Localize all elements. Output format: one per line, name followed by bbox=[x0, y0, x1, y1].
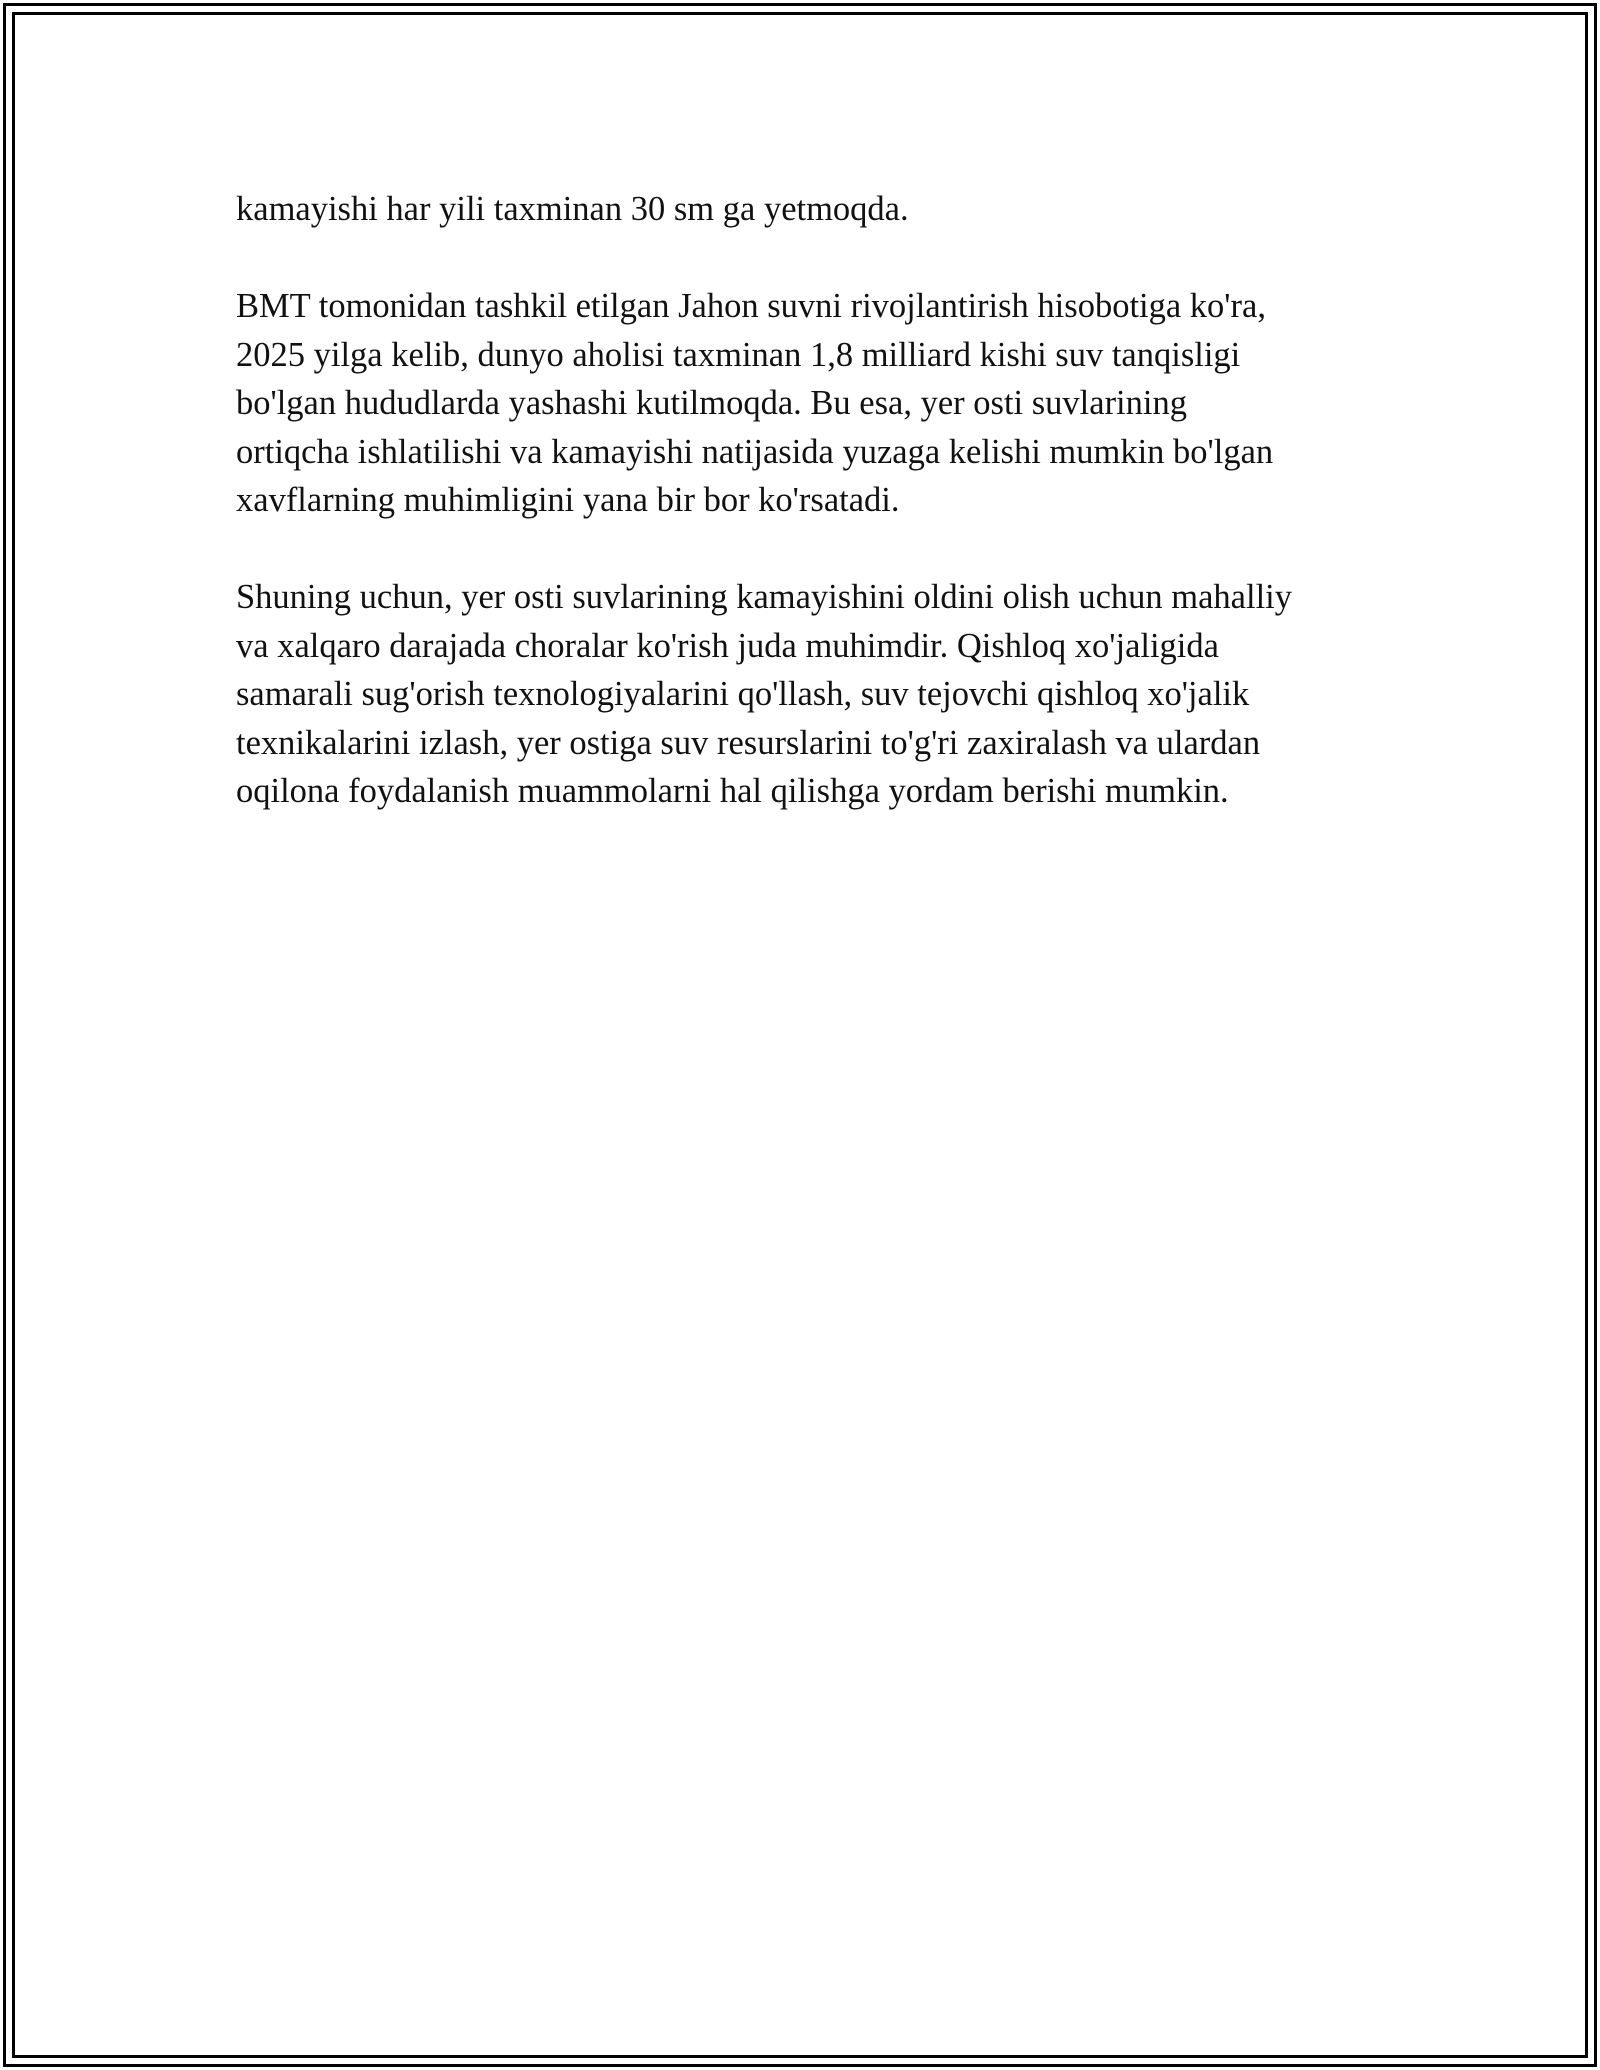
text-line: kamayishi har yili taxminan 30 sm ga yetmoqda. bbox=[236, 190, 909, 228]
text-line: samarali sug'orish texnologiyalarini qo'llash, suv tejovchi qishloq xo'jalik bbox=[236, 675, 1250, 713]
text-line: bo'lgan hududlarda yashashi kutilmoqda. Bu esa, yer osti suvlarining bbox=[236, 384, 1187, 422]
text-line: BMT tomonidan tashkil etilgan Jahon suvni rivojlantirish hisobotiga ko'ra, bbox=[236, 287, 1266, 325]
document-body bbox=[236, 185, 1386, 864]
text-line: va xalqaro darajada choralar ko'rish juda muhimdir. Qishloq xo'jaligida bbox=[236, 626, 1219, 665]
text-line: oqilona foydalanish muammolarni hal qilishga yordam berishi mumkin. bbox=[236, 772, 1229, 810]
text-line: Shuning uchun, yer osti suvlarining kamayishini oldini olish uchun mahalliy bbox=[236, 578, 1292, 616]
text-line: 2025 yilga kelib, dunyo aholisi taxminan 1,8 milliard kishi suv tanqisligi bbox=[236, 335, 1241, 374]
text-line: texnikalarini izlash, yer ostiga suv resurslarini to'g'ri zaxiralash va ulardan bbox=[236, 723, 1261, 762]
paragraph-2 bbox=[236, 282, 1386, 525]
text-line: ortiqcha ishlatilishi va kamayishi natijasida yuzaga kelishi mumkin bo'lgan bbox=[236, 432, 1274, 471]
text-line: xavflarning muhimligini yana bir bor ko'rsatadi. bbox=[236, 481, 900, 519]
paragraph-3 bbox=[236, 573, 1386, 816]
paragraph-1 bbox=[236, 185, 1386, 234]
